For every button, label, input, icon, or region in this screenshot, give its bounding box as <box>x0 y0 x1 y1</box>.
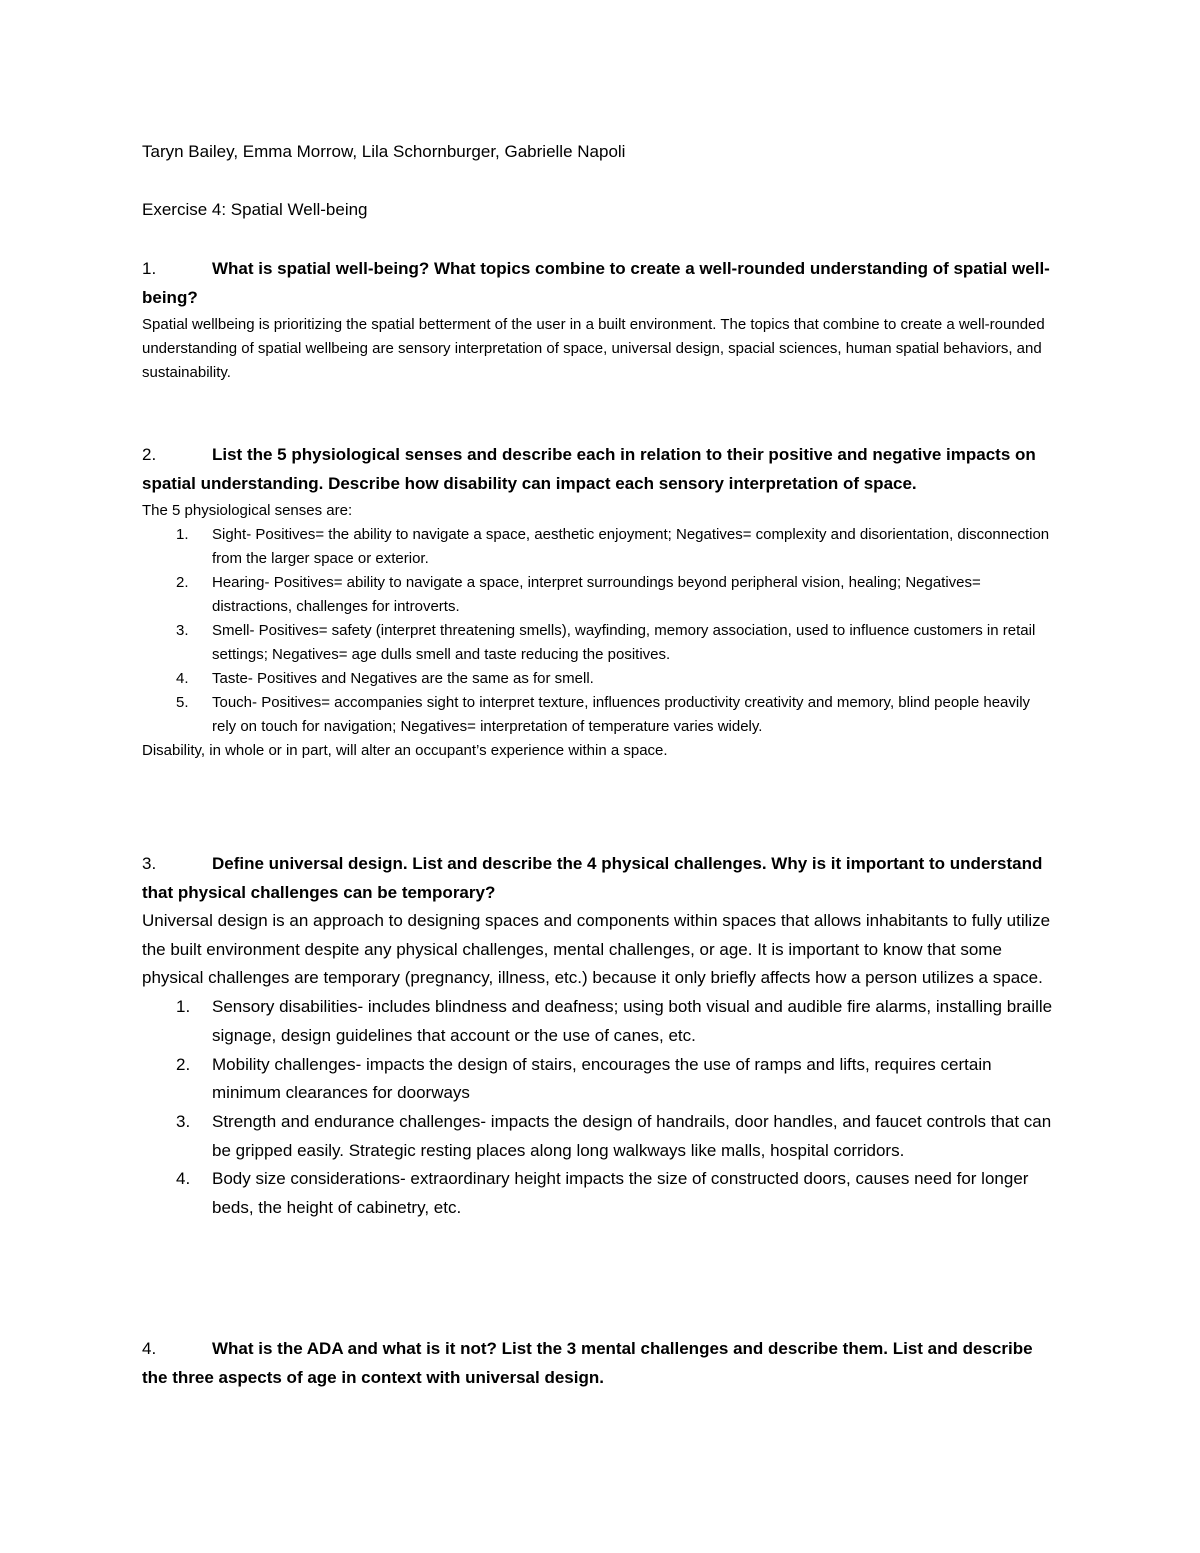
question-2 <box>142 440 1057 498</box>
list-item <box>142 667 1057 691</box>
senses-list <box>142 523 1057 739</box>
list-item <box>142 691 1057 739</box>
list-item <box>142 1108 1057 1165</box>
question-prompt: What is the ADA and what is it not? List the 3 mental challenges and describe them. List and describe the three aspects of age in context with universal design. <box>142 1339 1033 1387</box>
question-number: 1. <box>142 259 157 278</box>
list-item-number: 4. <box>176 670 189 687</box>
list-item-text: Strength and endurance challenges- impacts the design of handrails, door handles, and faucet controls that can be gripped easily. Strategic resting places along long walkways like malls, hospital corridors. <box>212 1111 1052 1160</box>
question-prompt: What is spatial well-being? What topics combine to create a well-rounded understanding of spatial well-being? <box>142 259 1050 307</box>
list-item-number: 3. <box>176 622 189 639</box>
list-item-text: Mobility challenges- impacts the design of stairs, encourages the use of ramps and lifts, requires certain minimum clearances for doorways <box>212 1054 992 1103</box>
question-3 <box>142 849 1057 907</box>
question-4 <box>142 1334 1057 1392</box>
physical-challenges-list <box>142 993 1057 1223</box>
answer-3 <box>142 907 1057 1223</box>
list-item <box>142 1165 1057 1222</box>
question-number: 3. <box>142 854 157 873</box>
list-item-text: Taste- Positives and Negatives are the same as for smell. <box>212 670 594 687</box>
list-item-text: Smell- Positives= safety (interpret threatening smells), wayfinding, memory association, used to influence customers in retail settings; Negatives= age dulls smell and taste reducing the positives. <box>212 622 1036 663</box>
answer-intro: The 5 physiological senses are: <box>142 502 353 519</box>
list-item-text: Sensory disabilities- includes blindness and deafness; using both visual and audible fire alarms, installing braille signage, design guidelines that account or the use of canes, etc. <box>212 997 1053 1045</box>
answer-text: Spatial wellbeing is prioritizing the spatial betterment of the user in a built environment. The topics that combine to create a well-rounded understanding of spatial wellbeing are sensory interpretation of space, universal design, spacial sciences, human spatial behaviors, and sustainability. <box>142 316 1045 381</box>
question-prompt: Define universal design. List and describe the 4 physical challenges. Why is it important to understand that physical challenges can be temporary? <box>142 854 1043 902</box>
list-item-number: 5. <box>176 694 189 711</box>
question-prompt: List the 5 physiological senses and describe each in relation to their positive and negative impacts on spatial understanding. Describe how disability can impact each sensory interpretation of space. <box>142 445 1036 493</box>
exercise-title: Exercise 4: Spatial Well-being <box>142 200 368 219</box>
list-item-text: Hearing- Positives= ability to navigate a space, interpret surroundings beyond peripheral vision, healing; Negatives= distractions, challenges for introverts. <box>212 574 981 615</box>
list-item-number: 1. <box>176 526 189 543</box>
list-item <box>142 523 1057 571</box>
question-number: 4. <box>142 1339 157 1358</box>
list-item-number: 1. <box>176 997 191 1017</box>
answer-2 <box>142 499 1057 763</box>
list-item-number: 2. <box>176 574 189 591</box>
author-names: Taryn Bailey, Emma Morrow, Lila Schornburger, Gabrielle Napoli <box>142 142 626 161</box>
list-item-number: 2. <box>176 1054 191 1074</box>
answer-outro: Disability, in whole or in part, will alter an occupant’s experience within a space. <box>142 742 668 759</box>
answer-1 <box>142 313 1057 385</box>
question-1 <box>142 254 1057 312</box>
list-item-text: Sight- Positives= the ability to navigate a space, aesthetic enjoyment; Negatives= complexity and disorientation, disconnection from the larger space or exterior. <box>212 526 1050 567</box>
list-item <box>142 993 1057 1050</box>
list-item <box>142 1051 1057 1108</box>
answer-intro: Universal design is an approach to designing spaces and components within spaces that allows inhabitants to fully utilize the built environment despite any physical challenges, mental challenges, or age. It is important to know that some physical challenges are temporary (pregnancy, illness, etc.) because it only briefly affects how a person utilizes a space. <box>142 911 1051 988</box>
list-item-number: 3. <box>176 1111 191 1131</box>
list-item-number: 4. <box>176 1169 191 1189</box>
list-item-text: Body size considerations- extraordinary height impacts the size of constructed doors, causes need for longer beds, the height of cabinetry, etc. <box>212 1169 1029 1218</box>
list-item <box>142 571 1057 619</box>
question-number: 2. <box>142 445 157 464</box>
list-item-text: Touch- Positives= accompanies sight to interpret texture, influences productivity creativity and memory, blind people heavily rely on touch for navigation; Negatives= interpretation of temperature varies widely. <box>212 694 1031 735</box>
list-item <box>142 619 1057 667</box>
